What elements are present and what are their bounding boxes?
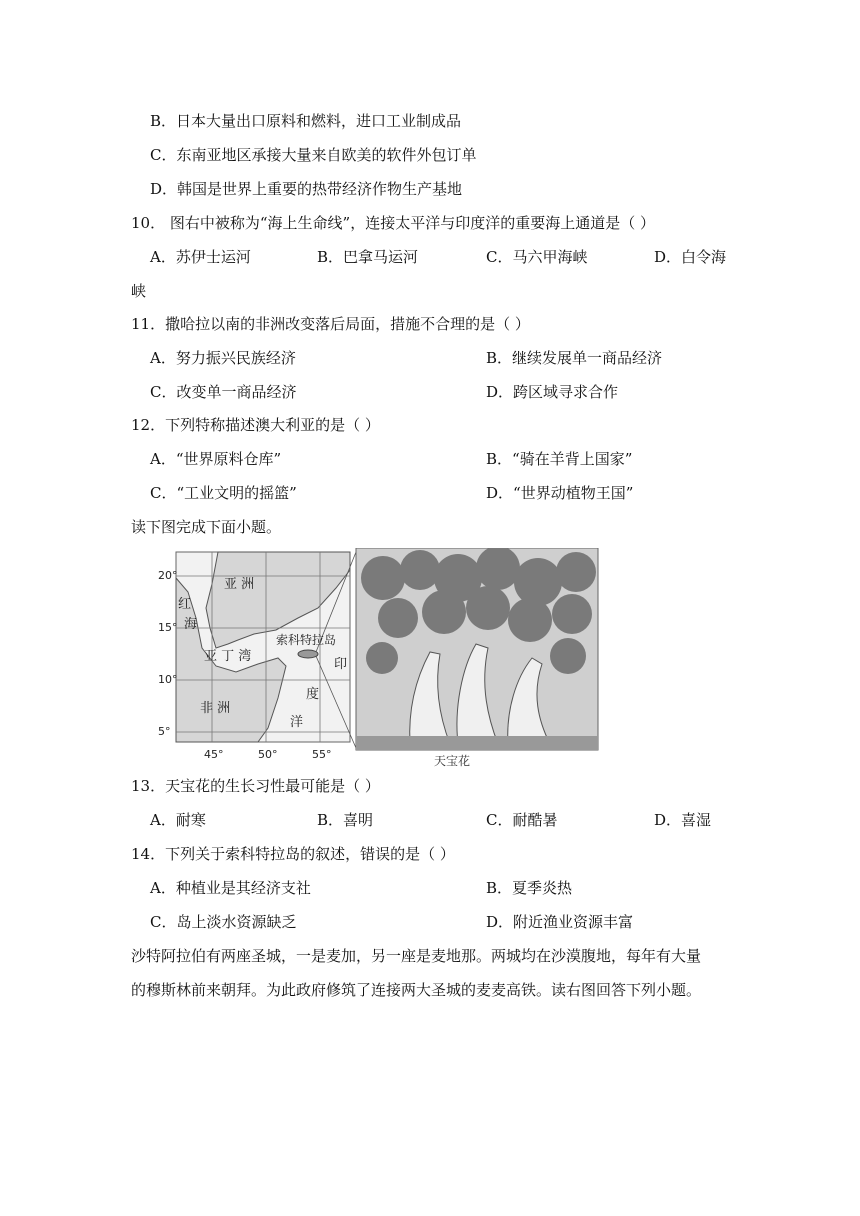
lon-label-50: 50° xyxy=(258,748,278,761)
lat-label-5: 5° xyxy=(158,725,171,738)
q13-option-c: C．耐酷暑 xyxy=(486,811,558,829)
q12-stem: 12．下列特称描述澳大利亚的是（ ） xyxy=(131,416,380,434)
photo-panel xyxy=(356,548,598,768)
label-socotra: 索科特拉岛 xyxy=(276,633,337,647)
figure-intro: 读下图完成下面小题。 xyxy=(131,518,282,536)
lat-label-10: 10° xyxy=(158,673,178,686)
label-indian-ocean-3: 洋 xyxy=(290,715,304,730)
q10-option-d: D．白令海 xyxy=(654,248,727,266)
q11-option-d: D．跨区域寻求合作 xyxy=(486,383,619,401)
q13-stem: 13．天宝花的生长习性最可能是（ ） xyxy=(131,777,380,795)
q10-option-a: A．苏伊士运河 xyxy=(150,248,251,266)
q10-option-c: C．马六甲海峡 xyxy=(486,248,588,266)
lon-label-55: 55° xyxy=(312,748,332,761)
q14-option-b: B．夏季炎热 xyxy=(486,879,573,897)
socotra-island xyxy=(298,650,318,658)
label-africa: 非 洲 xyxy=(200,701,231,716)
q9-option-d: D．韩国是世界上重要的热带经济作物生产基地 xyxy=(150,180,463,198)
q9-option-c: C．东南亚地区承接大量来自欧美的软件外包订单 xyxy=(150,146,477,164)
map-figure-svg xyxy=(158,548,600,770)
q13-option-a: A．耐寒 xyxy=(150,811,206,829)
label-asia: 亚 洲 xyxy=(224,577,255,592)
q10-option-b: B．巴拿马运河 xyxy=(317,248,419,266)
q14-stem: 14．下列关于索科特拉岛的叙述，错误的是（ ） xyxy=(131,845,455,863)
label-red-sea-2: 海 xyxy=(184,617,198,632)
label-gulf-of-aden: 亚 丁 湾 xyxy=(204,649,252,664)
q14-option-d: D．附近渔业资源丰富 xyxy=(486,913,634,931)
q12-option-b: B．“骑在羊背上国家” xyxy=(486,450,633,468)
lat-label-15: 15° xyxy=(158,621,178,634)
q12-option-d: D．“世界动植物王国” xyxy=(486,484,634,502)
photo-caption: 天宝花 xyxy=(434,754,471,768)
lat-label-20: 20° xyxy=(158,569,178,582)
q10-stem: 10． 图右中被称为“海上生命线”，连接太平洋与印度洋的重要海上通道是（ ） xyxy=(131,214,655,232)
lon-label-45: 45° xyxy=(204,748,224,761)
label-red-sea-1: 红 xyxy=(178,597,192,612)
q13-option-d: D．喜湿 xyxy=(654,811,712,829)
q11-option-c: C．改变单一商品经济 xyxy=(150,383,297,401)
q11-option-b: B．继续发展单一商品经济 xyxy=(486,349,663,367)
q11-stem: 11．撒哈拉以南的非洲改变落后局面，措施不合理的是（ ） xyxy=(131,315,530,333)
q10-option-d-wrap: 峡 xyxy=(131,282,147,300)
ground xyxy=(356,736,598,750)
passage-line-2: 的穆斯林前来朝拜。为此政府修筑了连接两大圣城的麦麦高铁。读右图回答下列小题。 xyxy=(131,981,702,999)
q14-option-a: A．种植业是其经济支社 xyxy=(150,879,311,897)
q12-option-c: C．“工业文明的摇篮” xyxy=(150,484,297,502)
q12-option-a: A．“世界原料仓库” xyxy=(150,450,282,468)
q9-option-b: B．日本大量出口原料和燃料，进口工业制成品 xyxy=(150,112,462,130)
map-panel xyxy=(158,552,356,761)
label-indian-ocean-1: 印 xyxy=(334,657,348,672)
q13-option-b: B．喜明 xyxy=(317,811,374,829)
q14-option-c: C．岛上淡水资源缺乏 xyxy=(150,913,297,931)
figure-map-and-photo xyxy=(158,548,600,770)
passage-line-1: 沙特阿拉伯有两座圣城，一是麦加，另一座是麦地那。两城均在沙漠腹地，每年有大量 xyxy=(131,947,702,965)
label-indian-ocean-2: 度 xyxy=(306,687,320,702)
q11-option-a: A．努力振兴民族经济 xyxy=(150,349,296,367)
